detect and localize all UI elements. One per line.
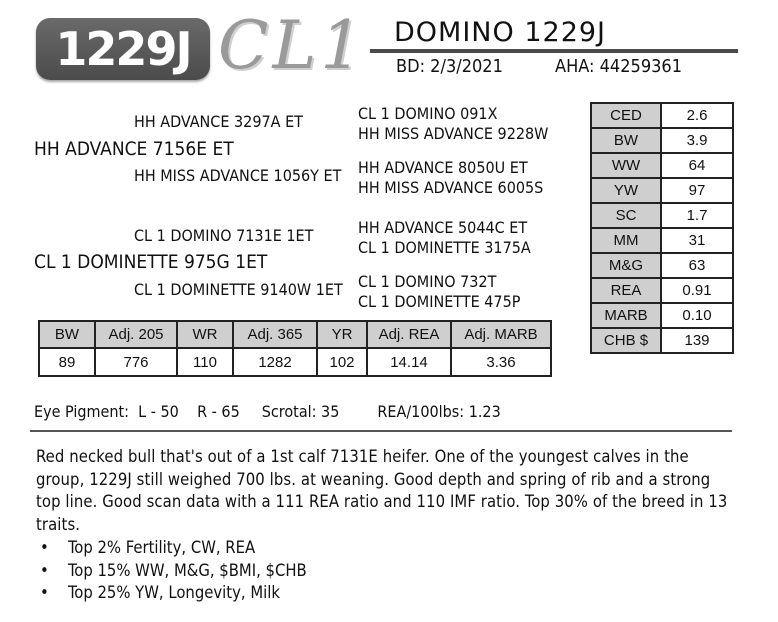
performance-header-cell: Adj. 365 <box>233 321 317 348</box>
performance-header-row <box>39 321 551 348</box>
epd-value: 2.6 <box>661 103 733 128</box>
performance-value-cell: 3.36 <box>451 348 551 376</box>
epd-label: MM <box>591 228 661 253</box>
registration-number: AHA: 44259361 <box>555 56 683 77</box>
eye-pigment: Eye Pigment: L - 50 R - 65 <box>34 402 240 421</box>
list-item <box>40 537 307 560</box>
pedigree-dam-dam: CL 1 DOMINETTE 9140W 1ET <box>134 280 343 299</box>
performance-value-cell: 110 <box>177 348 233 376</box>
epd-label: WW <box>591 153 661 178</box>
epd-value: 3.9 <box>661 128 733 153</box>
highlight-text: Top 2% Fertility, CW, REA <box>68 538 256 557</box>
epd-row <box>591 328 733 353</box>
epd-value: 0.91 <box>661 278 733 303</box>
epd-value: 97 <box>661 178 733 203</box>
pedigree-sire: HH ADVANCE 7156E ET <box>34 138 234 160</box>
scrotal: Scrotal: 35 <box>261 402 340 421</box>
epd-label: YW <box>591 178 661 203</box>
epd-label: CHB $ <box>591 328 661 353</box>
epd-label: CED <box>591 103 661 128</box>
performance-header-cell: WR <box>177 321 233 348</box>
epd-row <box>591 178 733 203</box>
pedigree-gen3-8: CL 1 DOMINETTE 475P <box>358 292 521 311</box>
performance-value-cell: 1282 <box>233 348 317 376</box>
performance-value-cell: 14.14 <box>367 348 451 376</box>
description: Red necked bull that's out of a 1st calf 7131E heifer. One of the youngest calves in the group, 1229J still weighed 700 lbs. at weaning. Good depth and spring of rib and a strong top line. Good scan data with a 111 REA ratio and 110 IMF ratio. Top 30% of the breed in 13 traits. <box>36 447 728 534</box>
epd-row <box>591 253 733 278</box>
performance-header-cell: Adj. REA <box>367 321 451 348</box>
epd-value: 0.10 <box>661 303 733 328</box>
list-item <box>40 582 307 605</box>
header-divider <box>370 49 738 53</box>
performance-header-cell: Adj. 205 <box>95 321 177 348</box>
pedigree-gen3-6: CL 1 DOMINETTE 3175A <box>358 238 531 257</box>
epd-row <box>591 278 733 303</box>
highlight-text: Top 15% WW, M&G, $BMI, $CHB <box>68 560 307 580</box>
pedigree-gen3-1: CL 1 DOMINO 091X <box>358 104 498 123</box>
epd-row <box>591 128 733 153</box>
performance-header-cell: YR <box>317 321 367 348</box>
highlights-list <box>40 537 307 605</box>
pedigree-gen3-7: CL 1 DOMINO 732T <box>358 272 497 291</box>
epd-label: SC <box>591 203 661 228</box>
bullet-icon: • <box>40 583 49 602</box>
epd-row <box>591 103 733 128</box>
stats-line <box>34 401 501 423</box>
pedigree-gen3-4: HH MISS ADVANCE 6005S <box>358 178 544 197</box>
epd-value: 31 <box>661 228 733 253</box>
performance-value-row <box>39 348 551 376</box>
epd-value: 139 <box>661 328 733 353</box>
epd-value: 63 <box>661 253 733 278</box>
pedigree-gen3-3: HH ADVANCE 8050U ET <box>358 158 528 177</box>
epd-value: 1.7 <box>661 203 733 228</box>
birth-date: BD: 2/3/2021 <box>396 56 503 77</box>
pedigree-sire-dam: HH MISS ADVANCE 1056Y ET <box>134 166 342 185</box>
epd-value: 64 <box>661 153 733 178</box>
list-item <box>40 560 307 583</box>
epd-label: BW <box>591 128 661 153</box>
epd-row <box>591 228 733 253</box>
pedigree-gen3-5: HH ADVANCE 5044C ET <box>358 218 528 237</box>
epd-table <box>590 102 734 354</box>
highlight-text: Top 25% YW, Longevity, Milk <box>68 583 280 602</box>
animal-name: DOMINO 1229J <box>394 17 607 48</box>
bullet-icon: • <box>40 538 49 557</box>
performance-header-cell: Adj. MARB <box>451 321 551 348</box>
performance-header-cell: BW <box>39 321 95 348</box>
pedigree-dam: CL 1 DOMINETTE 975G 1ET <box>34 251 268 273</box>
bullet-icon: • <box>40 560 49 580</box>
performance-value-cell: 776 <box>95 348 177 376</box>
brand-logo: CL1 <box>218 7 367 84</box>
epd-row <box>591 153 733 178</box>
epd-row <box>591 203 733 228</box>
epd-label: MARB <box>591 303 661 328</box>
performance-table <box>38 320 552 377</box>
pedigree-gen3-2: HH MISS ADVANCE 9228W <box>358 124 549 143</box>
epd-row <box>591 303 733 328</box>
epd-label: REA <box>591 278 661 303</box>
pedigree-dam-sire: CL 1 DOMINO 7131E 1ET <box>134 226 314 245</box>
rea-per-100lbs: REA/100lbs: 1.23 <box>377 402 501 421</box>
stats-divider <box>30 430 732 432</box>
epd-label: M&G <box>591 253 661 278</box>
lot-number: 1229J <box>55 22 191 76</box>
pedigree-sire-sire-sire: HH ADVANCE 3297A ET <box>134 112 303 131</box>
performance-value-cell: 89 <box>39 348 95 376</box>
performance-value-cell: 102 <box>317 348 367 376</box>
